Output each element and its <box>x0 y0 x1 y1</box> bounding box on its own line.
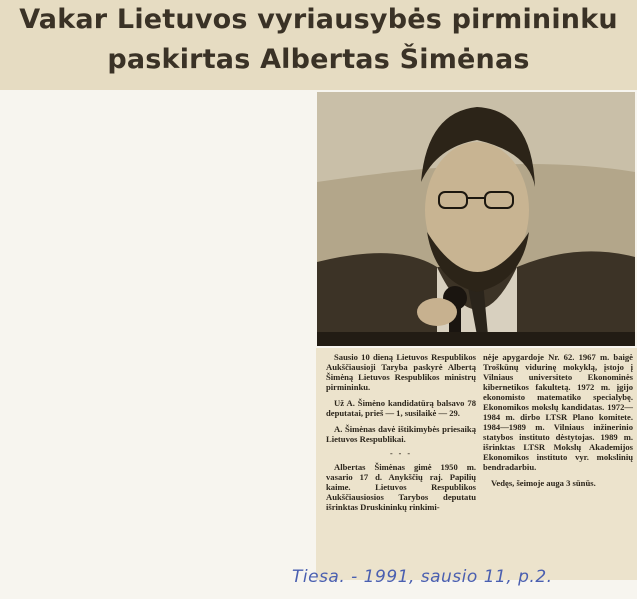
paragraph: A. Šimėnas davė ištikimybės priesaiką Lietuvos Respublikai. <box>326 424 476 444</box>
paragraph: Vedęs, šeimoje auga 3 sūnūs. <box>491 478 596 488</box>
portrait-photo <box>317 92 635 346</box>
paragraph: nėje apygardoje Nr. 62. 1967 m. baigė Troškūnų vidurinę mokyklą, įstojo į Vilniaus universiteto Ekonominės kibernetikos fakultetą. 1972 m. įgijo ekonomisto matematiko specialybę. Ekonomikos mokslų kandidatas. 1972—1984 m. dirbo LTSR Plano komitete. 1984—1989 m. Vilniaus inžinerinio statybos instituto dėstytojas. 1989 m. išrinktas LTSR Mokslų Akademijos Ekonomikos instituto vyr. mokslinių bendradarbiu. <box>483 352 633 472</box>
headline-line-2: paskirtas Albertas Šimėnas <box>107 44 530 75</box>
handwritten-source-note: Tiesa. - 1991, sausio 11, p.2. <box>292 567 553 587</box>
section-separator: - - - <box>390 449 412 458</box>
article-column-right <box>483 352 633 494</box>
paragraph: Už A. Šimėno kandidatūrą balsavo 78 deputatai, prieš — 1, susilaikė — 29. <box>326 398 476 418</box>
paragraph: Sausio 10 dieną Lietuvos Respublikos Aukščiausioji Taryba paskyrė Albertą Šimėną Lietuvos Respublikos ministrų pirmininku. <box>326 352 476 392</box>
paragraph: Albertas Šimėnas gimė 1950 m. vasario 17 d. Anykščių raj. Papilių kaime. Lietuvos Respublikos Aukščiausiosios Tarybos deputatu išrinktas Druskininkų rinkimi- <box>326 462 476 512</box>
article-column-left <box>326 352 476 518</box>
headline-line-1: Vakar Lietuvos vyriausybės pirmininku <box>19 4 618 35</box>
portrait-illustration <box>317 92 635 346</box>
article-body <box>316 348 637 580</box>
